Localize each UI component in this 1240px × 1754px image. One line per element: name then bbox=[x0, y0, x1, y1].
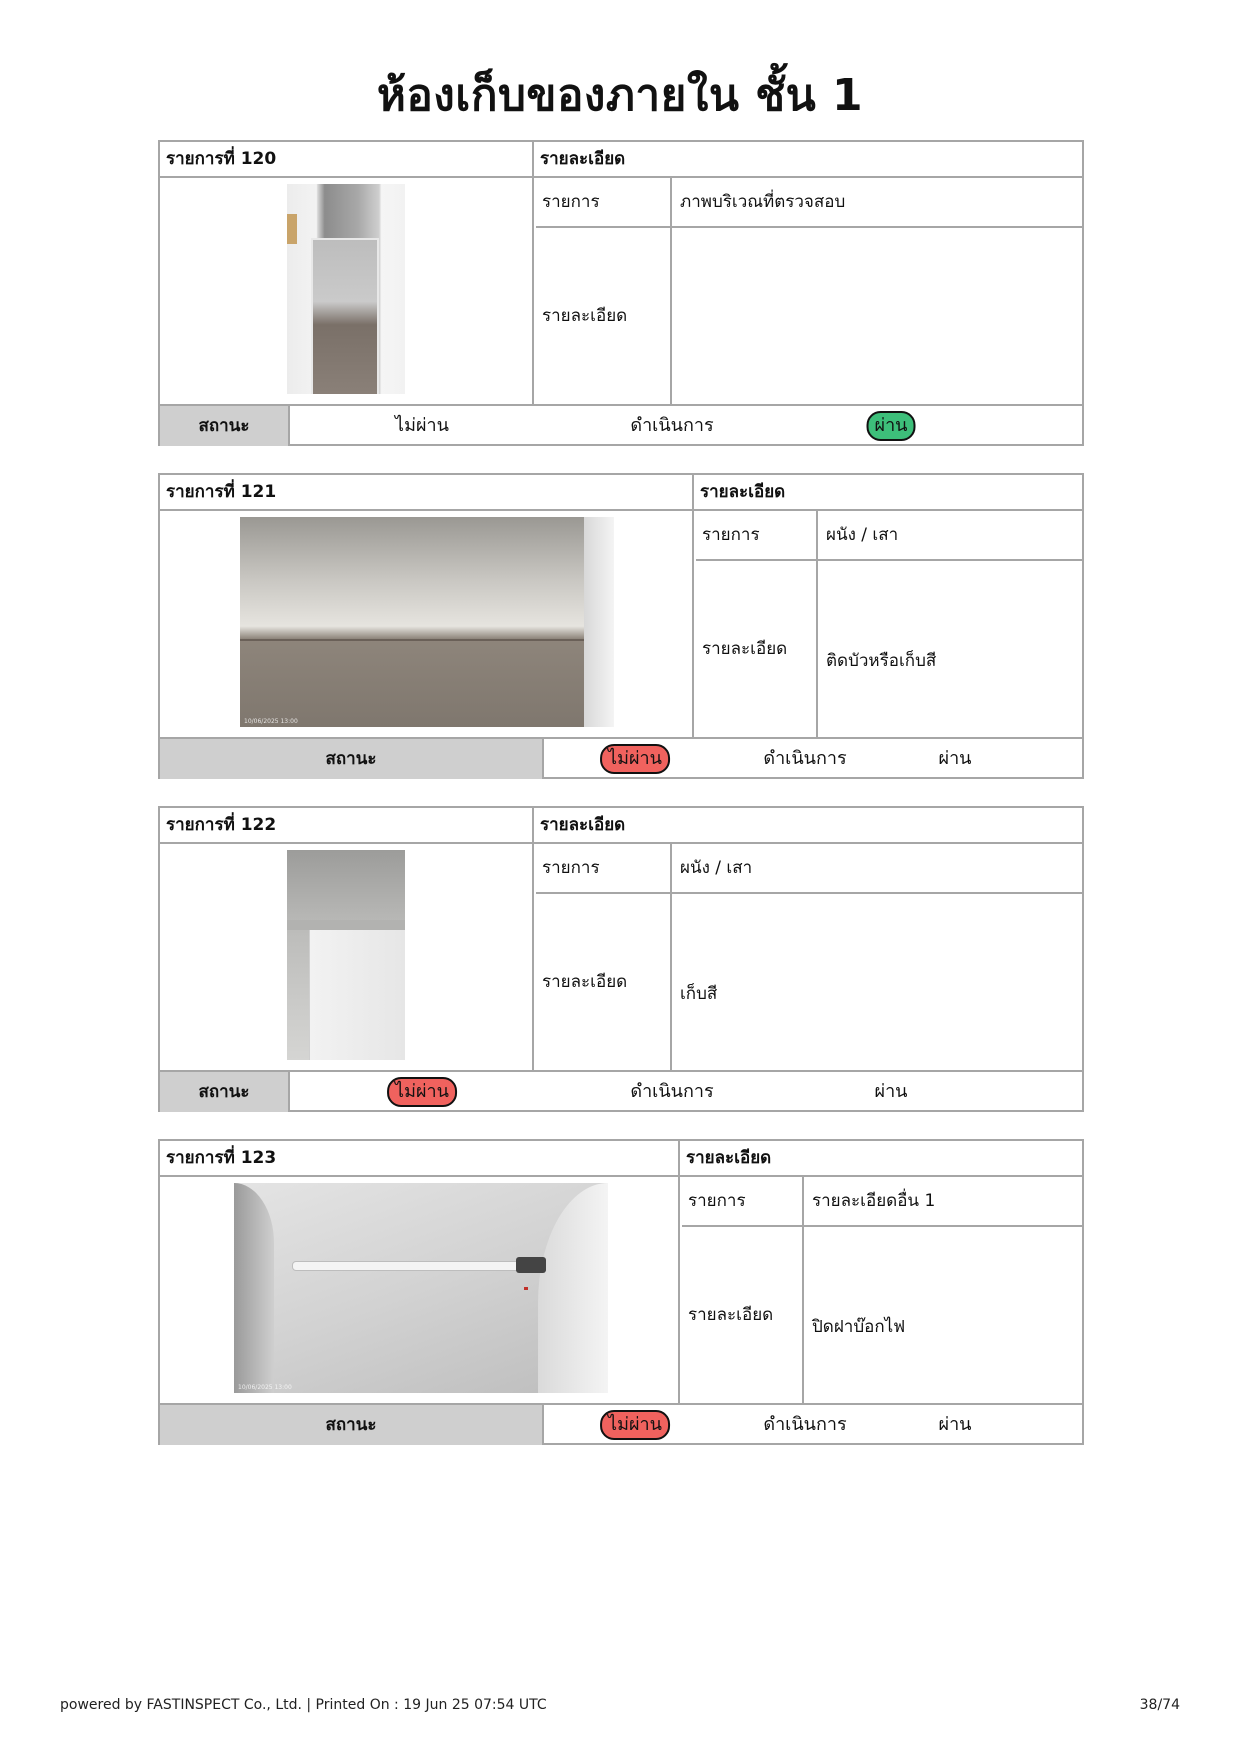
details-header: รายละเอียด bbox=[700, 482, 786, 502]
status-option-pass[interactable]: ผ่าน bbox=[938, 1414, 972, 1435]
inspection-record-122 bbox=[158, 806, 1084, 1112]
status-label: สถานะ bbox=[160, 739, 544, 779]
item-label: รายการ bbox=[536, 178, 672, 226]
photo-cell bbox=[160, 511, 694, 737]
item-label: รายการ bbox=[536, 844, 672, 892]
item-value: รายละเอียดอื่น 1 bbox=[812, 1191, 936, 1211]
details-header: รายละเอียด bbox=[540, 815, 626, 835]
status-option-pass[interactable]: ผ่าน bbox=[874, 1081, 908, 1102]
record-heading: รายการที่ 123 bbox=[160, 1141, 680, 1175]
inspection-record-121 bbox=[158, 473, 1084, 779]
selected-status-pill: ไม่ผ่าน bbox=[387, 1077, 457, 1107]
status-option-fail[interactable] bbox=[600, 1405, 670, 1445]
inspection-photo[interactable] bbox=[287, 850, 405, 1060]
record-heading: รายการที่ 121 bbox=[160, 475, 694, 509]
inspection-photo[interactable] bbox=[287, 184, 405, 394]
details-value: ปิดฝาบ๊อกไฟ bbox=[812, 1317, 906, 1337]
status-option-in-progress[interactable]: ดำเนินการ bbox=[630, 415, 714, 436]
status-label: สถานะ bbox=[160, 406, 290, 446]
item-value: ภาพบริเวณที่ตรวจสอบ bbox=[680, 192, 846, 212]
status-option-pass[interactable] bbox=[867, 406, 916, 446]
inspection-record-123 bbox=[158, 1139, 1084, 1445]
status-label: สถานะ bbox=[160, 1072, 290, 1112]
item-value: ผนัง / เสา bbox=[680, 858, 753, 878]
item-value: ผนัง / เสา bbox=[826, 525, 899, 545]
photo-cell bbox=[160, 1177, 680, 1403]
details-header: รายละเอียด bbox=[686, 1148, 772, 1168]
details-value: เก็บสี bbox=[680, 984, 718, 1004]
item-label: รายการ bbox=[696, 511, 818, 559]
page-number: 38/74 bbox=[1139, 1697, 1180, 1713]
page-title: ห้องเก็บของภายใน ชั้น 1 bbox=[376, 70, 864, 121]
status-option-fail[interactable]: ไม่ผ่าน bbox=[395, 415, 449, 436]
item-label: รายการ bbox=[682, 1177, 804, 1225]
inspection-photo[interactable]: 10/06/2025 13:00 bbox=[240, 517, 614, 727]
details-value: ติดบัวหรือเก็บสี bbox=[826, 651, 937, 671]
details-label: รายละเอียด bbox=[536, 894, 672, 1070]
status-option-in-progress[interactable]: ดำเนินการ bbox=[630, 1081, 714, 1102]
photo-cell bbox=[160, 844, 534, 1070]
details-label: รายละเอียด bbox=[696, 561, 818, 737]
footer-credit: powered by FASTINSPECT Co., Ltd. | Printed On : 19 Jun 25 07:54 UTC bbox=[60, 1697, 547, 1713]
selected-status-pill: ไม่ผ่าน bbox=[600, 1410, 670, 1440]
status-option-in-progress[interactable]: ดำเนินการ bbox=[763, 748, 847, 769]
status-option-in-progress[interactable]: ดำเนินการ bbox=[763, 1414, 847, 1435]
status-option-pass[interactable]: ผ่าน bbox=[938, 748, 972, 769]
record-heading: รายการที่ 120 bbox=[160, 142, 534, 176]
inspection-photo[interactable]: 10/06/2025 13:00 bbox=[234, 1183, 608, 1393]
details-label: รายละเอียด bbox=[682, 1227, 804, 1403]
status-label: สถานะ bbox=[160, 1405, 544, 1445]
status-option-fail[interactable] bbox=[387, 1072, 457, 1112]
details-label: รายละเอียด bbox=[536, 228, 672, 404]
selected-status-pill: ผ่าน bbox=[867, 411, 916, 441]
inspection-record-120 bbox=[158, 140, 1084, 446]
photo-cell bbox=[160, 178, 534, 404]
selected-status-pill: ไม่ผ่าน bbox=[600, 744, 670, 774]
status-option-fail[interactable] bbox=[600, 739, 670, 779]
details-header: รายละเอียด bbox=[540, 149, 626, 169]
record-heading: รายการที่ 122 bbox=[160, 808, 534, 842]
details-value bbox=[674, 228, 1082, 404]
